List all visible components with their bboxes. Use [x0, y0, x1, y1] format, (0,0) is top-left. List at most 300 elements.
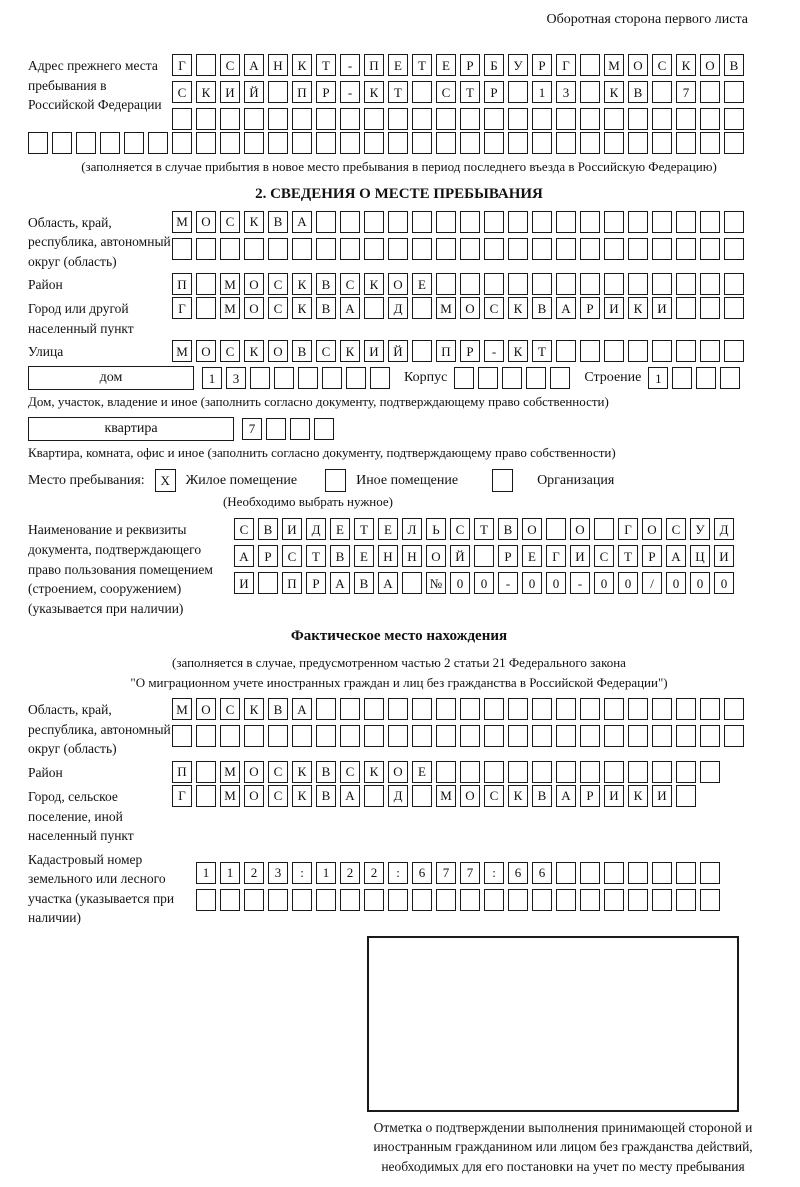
char-cell[interactable]	[508, 725, 528, 747]
char-cell[interactable]	[700, 132, 720, 154]
char-cell[interactable]	[412, 785, 432, 807]
char-cell[interactable]: А	[340, 785, 360, 807]
char-cell[interactable]: О	[196, 340, 216, 362]
char-cell[interactable]: О	[460, 785, 480, 807]
char-cell[interactable]: 1	[196, 862, 216, 884]
char-cell[interactable]	[172, 132, 192, 154]
char-cell[interactable]	[364, 211, 384, 233]
char-cell[interactable]	[676, 889, 696, 911]
char-cell[interactable]	[364, 238, 384, 260]
char-cell[interactable]: Р	[460, 340, 480, 362]
char-cell[interactable]: С	[268, 761, 288, 783]
char-cell[interactable]	[340, 889, 360, 911]
char-cell[interactable]: 7	[242, 418, 262, 440]
char-cell[interactable]	[508, 132, 528, 154]
char-cell[interactable]	[676, 238, 696, 260]
checkbox-residential[interactable]: X	[155, 469, 176, 492]
char-cell[interactable]: Г	[618, 518, 638, 540]
char-cell[interactable]	[580, 725, 600, 747]
char-cell[interactable]	[532, 238, 552, 260]
char-cell[interactable]: О	[196, 698, 216, 720]
char-cell[interactable]: №	[426, 572, 446, 594]
char-cell[interactable]: 0	[714, 572, 734, 594]
char-cell[interactable]	[292, 108, 312, 130]
char-cell[interactable]	[556, 698, 576, 720]
char-cell[interactable]	[556, 132, 576, 154]
char-cell[interactable]	[370, 367, 390, 389]
char-cell[interactable]	[676, 785, 696, 807]
char-cell[interactable]	[292, 889, 312, 911]
char-cell[interactable]	[700, 340, 720, 362]
char-cell[interactable]: Г	[546, 545, 566, 567]
char-cell[interactable]	[526, 367, 546, 389]
char-cell[interactable]	[292, 725, 312, 747]
char-cell[interactable]: П	[172, 273, 192, 295]
char-cell[interactable]	[628, 761, 648, 783]
char-cell[interactable]: 3	[268, 862, 288, 884]
char-cell[interactable]	[484, 725, 504, 747]
char-cell[interactable]	[580, 761, 600, 783]
char-cell[interactable]: Т	[532, 340, 552, 362]
char-cell[interactable]: 0	[594, 572, 614, 594]
char-cell[interactable]: С	[282, 545, 302, 567]
char-cell[interactable]	[340, 211, 360, 233]
char-cell[interactable]	[696, 367, 716, 389]
char-cell[interactable]: Й	[388, 340, 408, 362]
char-cell[interactable]: М	[604, 54, 624, 76]
char-cell[interactable]: Д	[306, 518, 326, 540]
char-cell[interactable]	[412, 81, 432, 103]
char-cell[interactable]: И	[220, 81, 240, 103]
char-cell[interactable]	[436, 761, 456, 783]
char-cell[interactable]	[292, 238, 312, 260]
char-cell[interactable]	[250, 367, 270, 389]
char-cell[interactable]	[388, 698, 408, 720]
char-cell[interactable]: Ц	[690, 545, 710, 567]
char-cell[interactable]	[652, 81, 672, 103]
char-cell[interactable]: М	[172, 340, 192, 362]
char-cell[interactable]: М	[220, 273, 240, 295]
char-cell[interactable]	[484, 211, 504, 233]
char-cell[interactable]: 6	[412, 862, 432, 884]
char-cell[interactable]: -	[498, 572, 518, 594]
char-cell[interactable]: П	[436, 340, 456, 362]
char-cell[interactable]: Р	[316, 81, 336, 103]
char-cell[interactable]	[580, 238, 600, 260]
char-cell[interactable]	[172, 108, 192, 130]
char-cell[interactable]: Р	[642, 545, 662, 567]
char-cell[interactable]: Г	[172, 297, 192, 319]
char-cell[interactable]: О	[388, 761, 408, 783]
char-cell[interactable]	[652, 211, 672, 233]
char-cell[interactable]	[724, 108, 744, 130]
char-cell[interactable]	[460, 238, 480, 260]
char-cell[interactable]	[700, 725, 720, 747]
char-cell[interactable]: -	[340, 81, 360, 103]
char-cell[interactable]: С	[484, 297, 504, 319]
char-cell[interactable]	[508, 108, 528, 130]
char-cell[interactable]: В	[292, 340, 312, 362]
char-cell[interactable]	[556, 273, 576, 295]
char-cell[interactable]: :	[484, 862, 504, 884]
char-cell[interactable]: И	[714, 545, 734, 567]
char-cell[interactable]: Е	[378, 518, 398, 540]
char-cell[interactable]	[340, 698, 360, 720]
char-cell[interactable]: А	[292, 698, 312, 720]
char-cell[interactable]: Т	[618, 545, 638, 567]
char-cell[interactable]	[412, 698, 432, 720]
char-cell[interactable]	[724, 81, 744, 103]
char-cell[interactable]: Р	[580, 785, 600, 807]
char-cell[interactable]: Н	[402, 545, 422, 567]
char-cell[interactable]	[556, 238, 576, 260]
char-cell[interactable]: В	[316, 297, 336, 319]
char-cell[interactable]	[388, 238, 408, 260]
char-cell[interactable]	[628, 698, 648, 720]
char-cell[interactable]	[672, 367, 692, 389]
char-cell[interactable]: С	[484, 785, 504, 807]
char-cell[interactable]	[484, 132, 504, 154]
char-cell[interactable]	[700, 297, 720, 319]
char-cell[interactable]	[556, 340, 576, 362]
char-cell[interactable]	[484, 889, 504, 911]
char-cell[interactable]: П	[282, 572, 302, 594]
char-cell[interactable]	[196, 761, 216, 783]
char-cell[interactable]: 0	[618, 572, 638, 594]
char-cell[interactable]	[220, 889, 240, 911]
char-cell[interactable]: Е	[522, 545, 542, 567]
char-cell[interactable]: 7	[436, 862, 456, 884]
char-cell[interactable]	[580, 340, 600, 362]
char-cell[interactable]: С	[316, 340, 336, 362]
char-cell[interactable]	[220, 132, 240, 154]
char-cell[interactable]: М	[220, 297, 240, 319]
char-cell[interactable]	[412, 297, 432, 319]
char-cell[interactable]	[460, 132, 480, 154]
char-cell[interactable]	[724, 698, 744, 720]
char-cell[interactable]: -	[340, 54, 360, 76]
char-cell[interactable]	[268, 132, 288, 154]
char-cell[interactable]: 0	[522, 572, 542, 594]
char-cell[interactable]: А	[292, 211, 312, 233]
char-cell[interactable]: О	[570, 518, 590, 540]
char-cell[interactable]: Р	[498, 545, 518, 567]
char-cell[interactable]: К	[292, 785, 312, 807]
char-cell[interactable]: Д	[714, 518, 734, 540]
char-cell[interactable]	[364, 698, 384, 720]
char-cell[interactable]: 0	[474, 572, 494, 594]
char-cell[interactable]: М	[172, 211, 192, 233]
char-cell[interactable]	[700, 889, 720, 911]
char-cell[interactable]: П	[364, 54, 384, 76]
char-cell[interactable]	[388, 725, 408, 747]
char-cell[interactable]: Е	[354, 545, 374, 567]
char-cell[interactable]: В	[316, 785, 336, 807]
char-cell[interactable]	[700, 211, 720, 233]
char-cell[interactable]: С	[340, 761, 360, 783]
char-cell[interactable]	[652, 889, 672, 911]
char-cell[interactable]: 0	[666, 572, 686, 594]
char-cell[interactable]	[316, 211, 336, 233]
char-cell[interactable]: 0	[450, 572, 470, 594]
checkbox-organization[interactable]	[492, 469, 513, 492]
char-cell[interactable]: Т	[474, 518, 494, 540]
char-cell[interactable]	[556, 725, 576, 747]
char-cell[interactable]: В	[316, 761, 336, 783]
char-cell[interactable]: Т	[460, 81, 480, 103]
char-cell[interactable]	[508, 211, 528, 233]
char-cell[interactable]	[652, 273, 672, 295]
char-cell[interactable]: 1	[532, 81, 552, 103]
char-cell[interactable]	[724, 132, 744, 154]
char-cell[interactable]: Т	[412, 54, 432, 76]
char-cell[interactable]: К	[676, 54, 696, 76]
char-cell[interactable]	[652, 108, 672, 130]
char-cell[interactable]	[628, 211, 648, 233]
char-cell[interactable]	[580, 108, 600, 130]
char-cell[interactable]: И	[282, 518, 302, 540]
char-cell[interactable]	[484, 698, 504, 720]
char-cell[interactable]	[460, 108, 480, 130]
char-cell[interactable]	[316, 132, 336, 154]
char-cell[interactable]: О	[244, 761, 264, 783]
char-cell[interactable]	[652, 132, 672, 154]
char-cell[interactable]	[580, 211, 600, 233]
char-cell[interactable]	[172, 238, 192, 260]
char-cell[interactable]	[484, 238, 504, 260]
char-cell[interactable]: В	[628, 81, 648, 103]
char-cell[interactable]	[364, 297, 384, 319]
char-cell[interactable]: 0	[690, 572, 710, 594]
char-cell[interactable]	[196, 297, 216, 319]
char-cell[interactable]: Р	[580, 297, 600, 319]
char-cell[interactable]: 1	[316, 862, 336, 884]
char-cell[interactable]	[436, 108, 456, 130]
char-cell[interactable]	[676, 273, 696, 295]
char-cell[interactable]: Г	[172, 785, 192, 807]
char-cell[interactable]	[676, 698, 696, 720]
char-cell[interactable]	[76, 132, 96, 154]
char-cell[interactable]: А	[556, 785, 576, 807]
char-cell[interactable]	[652, 238, 672, 260]
char-cell[interactable]: И	[652, 785, 672, 807]
char-cell[interactable]	[556, 889, 576, 911]
char-cell[interactable]	[628, 132, 648, 154]
char-cell[interactable]	[412, 340, 432, 362]
char-cell[interactable]: /	[642, 572, 662, 594]
char-cell[interactable]: У	[690, 518, 710, 540]
char-cell[interactable]	[316, 725, 336, 747]
char-cell[interactable]: И	[234, 572, 254, 594]
char-cell[interactable]	[412, 132, 432, 154]
char-cell[interactable]: К	[292, 761, 312, 783]
char-cell[interactable]	[604, 132, 624, 154]
char-cell[interactable]	[274, 367, 294, 389]
char-cell[interactable]: К	[628, 785, 648, 807]
char-cell[interactable]: 0	[546, 572, 566, 594]
char-cell[interactable]: К	[340, 340, 360, 362]
char-cell[interactable]: Й	[244, 81, 264, 103]
char-cell[interactable]	[628, 889, 648, 911]
char-cell[interactable]	[460, 761, 480, 783]
char-cell[interactable]	[676, 761, 696, 783]
char-cell[interactable]	[364, 725, 384, 747]
char-cell[interactable]	[244, 889, 264, 911]
char-cell[interactable]: 6	[532, 862, 552, 884]
char-cell[interactable]	[478, 367, 498, 389]
char-cell[interactable]: О	[388, 273, 408, 295]
char-cell[interactable]: Е	[330, 518, 350, 540]
char-cell[interactable]: Р	[532, 54, 552, 76]
char-cell[interactable]: И	[604, 297, 624, 319]
char-cell[interactable]: К	[364, 81, 384, 103]
char-cell[interactable]	[412, 889, 432, 911]
char-cell[interactable]: А	[330, 572, 350, 594]
char-cell[interactable]: О	[244, 785, 264, 807]
char-cell[interactable]: О	[244, 273, 264, 295]
char-cell[interactable]: 2	[364, 862, 384, 884]
char-cell[interactable]	[700, 238, 720, 260]
char-cell[interactable]	[268, 889, 288, 911]
char-cell[interactable]	[436, 889, 456, 911]
char-cell[interactable]	[460, 725, 480, 747]
char-cell[interactable]	[148, 132, 168, 154]
char-cell[interactable]	[700, 862, 720, 884]
char-cell[interactable]	[412, 211, 432, 233]
char-cell[interactable]	[724, 238, 744, 260]
char-cell[interactable]: И	[652, 297, 672, 319]
char-cell[interactable]	[322, 367, 342, 389]
char-cell[interactable]	[676, 297, 696, 319]
char-cell[interactable]	[676, 862, 696, 884]
char-cell[interactable]: Г	[556, 54, 576, 76]
char-cell[interactable]	[290, 418, 310, 440]
char-cell[interactable]: С	[220, 698, 240, 720]
char-cell[interactable]	[268, 81, 288, 103]
char-cell[interactable]	[364, 132, 384, 154]
char-cell[interactable]	[460, 698, 480, 720]
char-cell[interactable]	[172, 725, 192, 747]
char-cell[interactable]	[700, 81, 720, 103]
char-cell[interactable]	[604, 698, 624, 720]
char-cell[interactable]	[436, 238, 456, 260]
char-cell[interactable]	[454, 367, 474, 389]
char-cell[interactable]	[100, 132, 120, 154]
char-cell[interactable]	[346, 367, 366, 389]
char-cell[interactable]	[268, 238, 288, 260]
char-cell[interactable]: К	[244, 340, 264, 362]
char-cell[interactable]: Е	[388, 54, 408, 76]
char-cell[interactable]: Б	[484, 54, 504, 76]
char-cell[interactable]	[580, 698, 600, 720]
char-cell[interactable]	[258, 572, 278, 594]
char-cell[interactable]: К	[508, 340, 528, 362]
char-cell[interactable]: М	[436, 785, 456, 807]
char-cell[interactable]: Л	[402, 518, 422, 540]
char-cell[interactable]: 7	[460, 862, 480, 884]
char-cell[interactable]: О	[244, 297, 264, 319]
char-cell[interactable]: Т	[388, 81, 408, 103]
char-cell[interactable]: И	[570, 545, 590, 567]
char-cell[interactable]	[604, 761, 624, 783]
char-cell[interactable]	[724, 725, 744, 747]
char-cell[interactable]: Т	[316, 54, 336, 76]
char-cell[interactable]	[244, 238, 264, 260]
char-cell[interactable]: Й	[450, 545, 470, 567]
char-cell[interactable]	[484, 108, 504, 130]
char-cell[interactable]	[412, 725, 432, 747]
char-cell[interactable]	[508, 238, 528, 260]
char-cell[interactable]: О	[460, 297, 480, 319]
char-cell[interactable]: В	[268, 698, 288, 720]
char-cell[interactable]	[124, 132, 144, 154]
char-cell[interactable]	[556, 211, 576, 233]
char-cell[interactable]: А	[340, 297, 360, 319]
char-cell[interactable]: О	[522, 518, 542, 540]
char-cell[interactable]	[316, 889, 336, 911]
char-cell[interactable]: О	[642, 518, 662, 540]
char-cell[interactable]: С	[666, 518, 686, 540]
char-cell[interactable]: М	[436, 297, 456, 319]
char-cell[interactable]: С	[268, 297, 288, 319]
char-cell[interactable]	[436, 725, 456, 747]
char-cell[interactable]	[298, 367, 318, 389]
char-cell[interactable]: С	[268, 273, 288, 295]
char-cell[interactable]	[676, 211, 696, 233]
char-cell[interactable]	[268, 725, 288, 747]
char-cell[interactable]	[314, 418, 334, 440]
char-cell[interactable]	[580, 54, 600, 76]
char-cell[interactable]	[532, 761, 552, 783]
char-cell[interactable]	[628, 273, 648, 295]
char-cell[interactable]	[196, 785, 216, 807]
char-cell[interactable]	[244, 108, 264, 130]
char-cell[interactable]	[340, 108, 360, 130]
char-cell[interactable]: С	[436, 81, 456, 103]
char-cell[interactable]	[724, 340, 744, 362]
char-cell[interactable]	[628, 725, 648, 747]
char-cell[interactable]: -	[484, 340, 504, 362]
char-cell[interactable]	[460, 273, 480, 295]
char-cell[interactable]: Е	[412, 761, 432, 783]
char-cell[interactable]	[196, 725, 216, 747]
char-cell[interactable]: Е	[436, 54, 456, 76]
char-cell[interactable]: О	[700, 54, 720, 76]
char-cell[interactable]: П	[172, 761, 192, 783]
char-cell[interactable]: Р	[484, 81, 504, 103]
checkbox-other-premises[interactable]	[325, 469, 346, 492]
char-cell[interactable]	[402, 572, 422, 594]
char-cell[interactable]: А	[378, 572, 398, 594]
char-cell[interactable]: Ь	[426, 518, 446, 540]
char-cell[interactable]	[340, 238, 360, 260]
char-cell[interactable]	[652, 340, 672, 362]
char-cell[interactable]	[532, 273, 552, 295]
char-cell[interactable]	[700, 698, 720, 720]
char-cell[interactable]	[652, 725, 672, 747]
char-cell[interactable]	[546, 518, 566, 540]
char-cell[interactable]: К	[508, 297, 528, 319]
char-cell[interactable]: Т	[306, 545, 326, 567]
char-cell[interactable]	[508, 889, 528, 911]
char-cell[interactable]	[724, 211, 744, 233]
char-cell[interactable]	[508, 81, 528, 103]
char-cell[interactable]: О	[628, 54, 648, 76]
char-cell[interactable]	[604, 340, 624, 362]
char-cell[interactable]	[580, 132, 600, 154]
char-cell[interactable]: В	[316, 273, 336, 295]
char-cell[interactable]: В	[498, 518, 518, 540]
